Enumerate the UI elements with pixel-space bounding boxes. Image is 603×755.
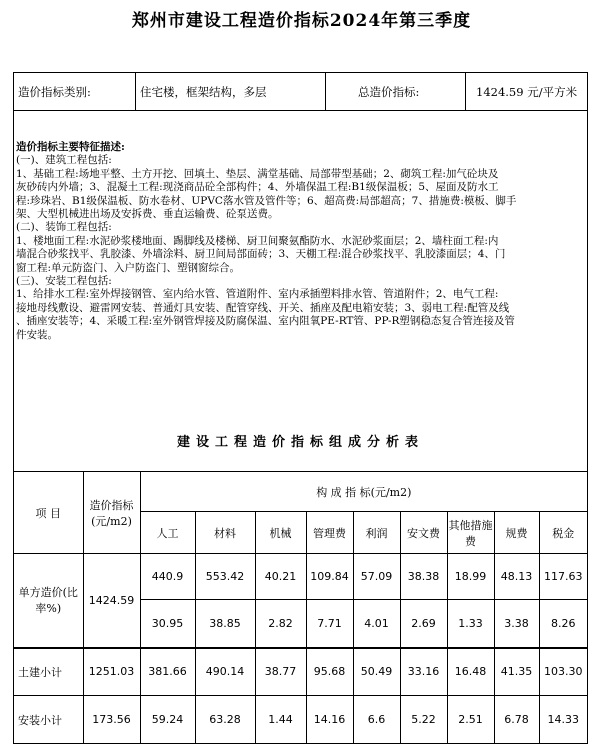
install-value-cell: 1.44 [255,696,306,744]
description-line: 件安装。 [16,328,58,341]
description-line: 墙混合砂浆找平、乳胶漆、外墙涂料、厨卫间局部面砖；3、天棚工程:混合砂浆找平、乳胶漆面层；4、门 [16,248,506,261]
install-value-cell: 6.6 [353,696,400,744]
ratio-value-cell: 3.38 [494,600,539,648]
ratio-value-cell: 7.71 [306,600,353,648]
install-subtotal-label: 安装小计 [14,696,83,744]
civil-value-cell: 50.49 [353,648,400,696]
install-value-cell: 59.24 [140,696,195,744]
page-title: 郑州市建设工程造价指标2024年第三季度 [131,11,472,31]
install-value-cell: 5.22 [400,696,447,744]
unit-cost-label: 单方造价(比率%) [14,554,83,648]
category-value: 住宅楼，框架结构，多层 [136,73,326,111]
col-header-profit: 利润 [353,512,400,554]
description-line: 、插座安装等；4、采暖工程:室外钢管焊接及防腐保温、室内阻氧PE-RT管、PP-R塑钢稳态复合管连接及管 [16,315,515,328]
col-header-labor: 人工 [140,512,195,554]
unit-value-cell: 109.84 [306,554,353,600]
unit-value-cell: 40.21 [255,554,306,600]
description-line: 1、楼地面工程:水泥砂浆楼地面、踢脚线及楼梯、厨卫间聚氨酯防水、水泥砂浆面层；2、墙柱面工程:内 [16,234,499,247]
civil-value-cell: 95.68 [306,648,353,696]
civil-subtotal-index: 1251.03 [83,648,140,696]
civil-value-cell: 103.30 [539,648,587,696]
ratio-value-cell: 2.69 [400,600,447,648]
total-label: 总造价指标: [326,73,466,111]
civil-value-cell: 41.35 [494,648,539,696]
install-subtotal-index: 173.56 [83,696,140,744]
description-line: 1、给排水工程:室外焊接钢管、室内给水管、管道附件、室内承插塑料排水管、管道附件；2、电气工程: [16,288,499,301]
col-item-header: 项 目 [14,472,83,554]
install-value-cell: 63.28 [195,696,255,744]
index-header-row [14,73,587,111]
description-line: 架、大型机械进出场及安拆费、垂直运输费、砼泵送费。 [16,208,279,221]
install-value-cell: 14.33 [539,696,587,744]
description-heading: 造价指标主要特征描述: [16,141,125,153]
unit-value-cell: 57.09 [353,554,400,600]
description-line: (一)、建筑工程包括: [16,154,112,167]
total-value: 1424.59 元/平方米 [476,85,578,99]
component-group-header: 构 成 指 标(元/m2) [140,472,587,512]
unit-value-cell: 117.63 [539,554,587,600]
category-label: 造价指标类别: [14,73,136,111]
col-header-safety: 安文费 [400,512,447,554]
description-line: (二)、装饰工程包括: [16,221,112,234]
ratio-value-cell: 2.82 [255,600,306,648]
col-header-material: 材料 [195,512,255,554]
description-line: 程:珍珠岩、B1级保温板、防水卷材、UPVC落水管及管件等；6、超高费:局部超高；7、措施费:模板、脚手 [16,194,517,207]
civil-value-cell: 16.48 [447,648,494,696]
description-line: 接地母线敷设、避雷网安装、普通灯具安装、配管穿线、开关、插座及配电箱安装；3、弱电工程:配管及线 [16,301,510,314]
unit-value-cell: 553.42 [195,554,255,600]
col-header-management: 管理费 [306,512,353,554]
civil-value-cell: 490.14 [195,648,255,696]
install-value-cell: 6.78 [494,696,539,744]
cost-analysis-table [14,471,587,744]
civil-value-cell: 38.77 [255,648,306,696]
install-value-cell: 14.16 [306,696,353,744]
ratio-value-cell: 30.95 [140,600,195,648]
description-line: 窗工程:单元防盗门、入户防盗门、塑钢窗综合。 [16,261,241,274]
unit-value-cell: 48.13 [494,554,539,600]
install-value-cell: 2.51 [447,696,494,744]
ratio-value-cell: 38.85 [195,600,255,648]
col-index-header: 造价指标(元/m2) [83,472,140,554]
col-header-fees: 规费 [494,512,539,554]
civil-subtotal-label: 土建小计 [14,648,83,696]
civil-value-cell: 381.66 [140,648,195,696]
unit-value-cell: 440.9 [140,554,195,600]
description-line: 灰砂砖内外墙；3、混凝土工程:现浇商品砼全部构件；4、外墙保温工程:B1级保温板；5、屋面及防水工 [16,181,499,194]
analysis-table-wrapper [14,471,587,744]
document-frame [13,72,588,744]
ratio-value-cell: 8.26 [539,600,587,648]
col-header-tax: 税金 [539,512,587,554]
unit-cost-index: 1424.59 [83,554,140,648]
ratio-value-cell: 1.33 [447,600,494,648]
col-header-machinery: 机械 [255,512,306,554]
unit-value-cell: 18.99 [447,554,494,600]
analysis-table-title: 建设工程造价指标组成分析表 [176,435,424,450]
civil-value-cell: 33.16 [400,648,447,696]
unit-value-cell: 38.38 [400,554,447,600]
ratio-value-cell: 4.01 [353,600,400,648]
description-line: 1、基础工程:场地平整、土方开挖、回填土、垫层、满堂基础、局部带型基础；2、砌筑工程:加气砼块及 [16,167,499,180]
col-header-other-measures: 其他措施费 [447,512,494,554]
description-line: (三)、安装工程包括: [16,275,112,288]
feature-description [16,141,582,342]
